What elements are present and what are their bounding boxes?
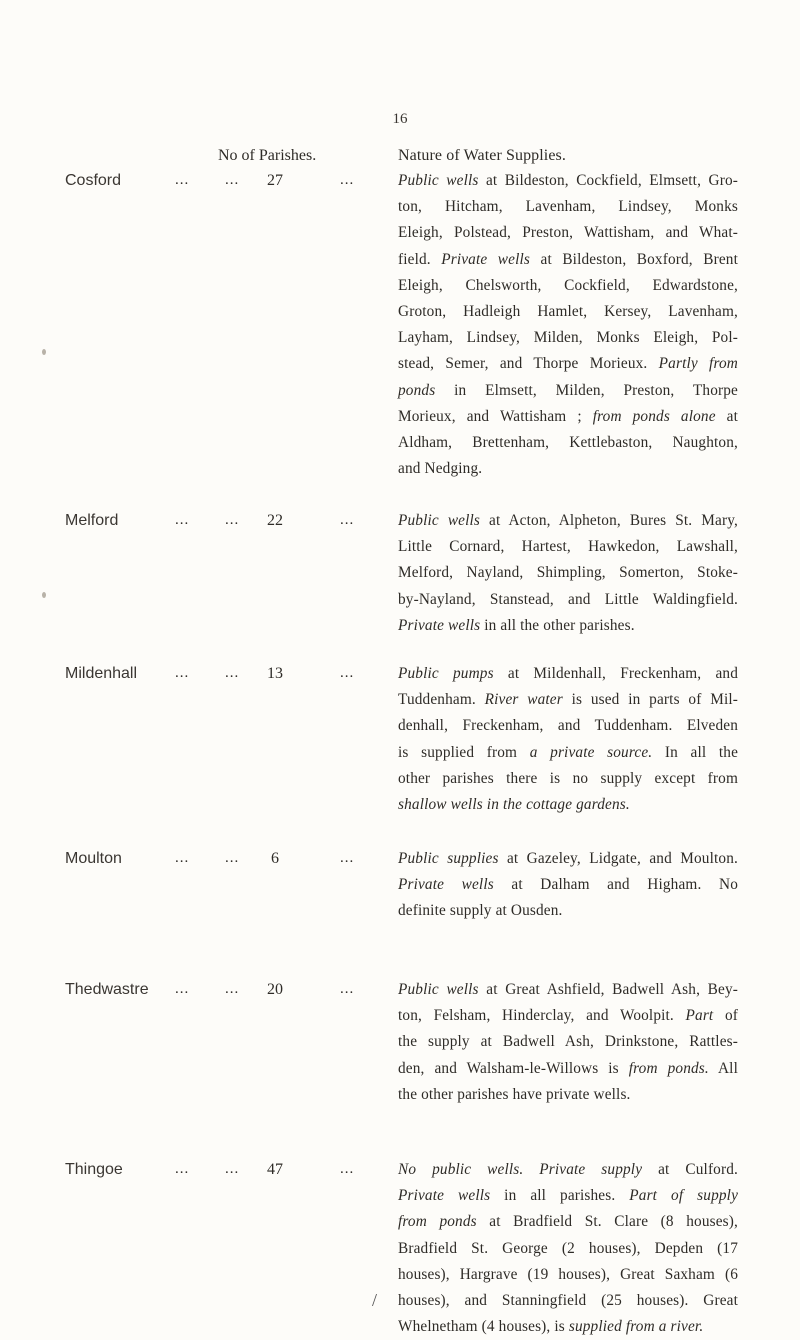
district-name: Cosford bbox=[65, 172, 122, 189]
description-line bbox=[398, 1183, 738, 1209]
description-line bbox=[398, 1056, 738, 1082]
text-run: Eleigh, Chelsworth, Cockfield, Edwardstone, bbox=[398, 276, 738, 294]
text-run: the supply at Badwell Ash, Drinkstone, Rattles- bbox=[398, 1033, 738, 1051]
water-supply-description bbox=[398, 661, 738, 818]
description-line bbox=[398, 534, 738, 560]
leader-dots: ... bbox=[225, 172, 240, 188]
italic-phrase: Public wells bbox=[398, 172, 479, 189]
leader-dots: ... bbox=[340, 981, 355, 997]
text-run: at Bildeston, Boxford, Brent bbox=[530, 250, 739, 268]
parish-count: 20 bbox=[267, 981, 283, 998]
text-run: of bbox=[713, 1007, 738, 1025]
text-run: and Nedging. bbox=[398, 460, 483, 478]
text-run: Bradfield St. George (2 houses), Depden (17 bbox=[398, 1239, 738, 1257]
text-run: at Acton, Alpheton, Bures St. Mary, bbox=[480, 512, 738, 529]
text-run: den, and Walsham-le-Willows is bbox=[398, 1059, 629, 1077]
parish-count: 27 bbox=[267, 172, 283, 189]
text-run: other parishes there is no supply except from bbox=[398, 769, 738, 787]
description-line bbox=[398, 766, 738, 792]
description-line bbox=[398, 1236, 738, 1262]
leader-dots: ... bbox=[175, 850, 190, 866]
italic-phrase: supplied from a river. bbox=[568, 1318, 704, 1336]
text-run: at Bradfield St. Clare (8 houses), bbox=[476, 1213, 739, 1231]
italic-phrase: Public wells bbox=[398, 981, 479, 998]
description-line bbox=[398, 846, 738, 872]
leader-dots: ... bbox=[175, 981, 190, 997]
leader-dots: ... bbox=[225, 512, 240, 528]
italic-phrase: Public pumps bbox=[398, 665, 494, 682]
leader-dots: ... bbox=[340, 512, 355, 528]
description-line bbox=[398, 168, 738, 194]
text-run: houses), and Stanningfield (25 houses). Great bbox=[398, 1291, 738, 1309]
text-run: at Great Ashfield, Badwell Ash, Bey- bbox=[478, 981, 738, 998]
leader-dots: ... bbox=[175, 665, 190, 681]
italic-phrase: ponds bbox=[398, 381, 436, 399]
text-run: at Mildenhall, Freckenham, and bbox=[493, 665, 739, 682]
italic-phrase: Public supplies bbox=[398, 850, 499, 867]
parishes-column-header: No of Parishes. bbox=[218, 147, 317, 164]
description-line bbox=[398, 456, 738, 482]
description-line bbox=[398, 792, 738, 818]
italic-phrase: Part bbox=[685, 1007, 714, 1025]
text-run: at Gazeley, Lidgate, and Moulton. bbox=[498, 850, 738, 867]
text-run: by-Nayland, Stanstead, and Little Waldingfield. bbox=[398, 590, 738, 608]
text-run: Groton, Hadleigh Hamlet, Kersey, Lavenham, bbox=[398, 302, 738, 320]
text-run: Aldham, Brettenham, Kettlebaston, Naughton, bbox=[398, 433, 738, 451]
text-run: houses), Hargrave (19 houses), Great Saxham (6 bbox=[398, 1265, 738, 1283]
parish-count: 47 bbox=[267, 1161, 283, 1178]
text-run: at Bildeston, Cockfield, Elmsett, Gro- bbox=[478, 172, 738, 189]
italic-phrase: Partly from bbox=[658, 355, 738, 373]
text-run: in all the other parishes. bbox=[480, 616, 635, 634]
parish-count: 22 bbox=[267, 512, 283, 529]
water-supply-description bbox=[398, 1157, 738, 1340]
leader-dots: ... bbox=[340, 665, 355, 681]
description-line bbox=[398, 508, 738, 534]
description-line bbox=[398, 587, 738, 613]
description-line bbox=[398, 273, 738, 299]
description-line bbox=[398, 247, 738, 273]
description-line bbox=[398, 220, 738, 246]
italic-phrase: shallow wells in the cottage gardens. bbox=[398, 795, 630, 813]
district-name: Thedwastre bbox=[65, 981, 149, 998]
leader-dots: ... bbox=[340, 1161, 355, 1177]
description-line bbox=[398, 1003, 738, 1029]
page-number: 16 bbox=[392, 111, 408, 127]
text-run: Eleigh, Polstead, Preston, Wattisham, and What- bbox=[398, 224, 738, 242]
description-line bbox=[398, 1082, 738, 1108]
text-run: ton, Felsham, Hinderclay, and Woolpit. bbox=[398, 1007, 686, 1025]
italic-phrase: from ponds. bbox=[628, 1059, 709, 1077]
text-run: Little Cornard, Hartest, Hawkedon, Lawshall, bbox=[398, 538, 738, 556]
text-run: Whelnetham (4 houses), is bbox=[398, 1318, 569, 1336]
text-run: in Elmsett, Milden, Preston, Thorpe bbox=[435, 381, 738, 399]
text-run: definite supply at Ousden. bbox=[398, 902, 563, 920]
italic-phrase: a private source. bbox=[529, 743, 653, 761]
description-line bbox=[398, 661, 738, 687]
text-run: at Dalham and Higham. No bbox=[493, 876, 738, 894]
text-run: in all parishes. bbox=[490, 1187, 630, 1205]
description-line bbox=[398, 1209, 738, 1235]
text-run: Melford, Nayland, Shimpling, Somerton, Stoke- bbox=[398, 564, 738, 582]
text-run: Layham, Lindsey, Milden, Monks Eleigh, Pol- bbox=[398, 329, 738, 347]
description-line bbox=[398, 404, 738, 430]
italic-phrase: Private wells bbox=[398, 876, 494, 894]
description-line bbox=[398, 1157, 738, 1183]
water-supply-description bbox=[398, 977, 738, 1108]
text-run: is supplied from bbox=[398, 743, 530, 761]
text-run: All bbox=[708, 1059, 738, 1077]
description-line bbox=[398, 194, 738, 220]
page-smudge bbox=[42, 349, 46, 355]
parish-count: 13 bbox=[267, 665, 283, 682]
italic-phrase: Private wells bbox=[398, 616, 481, 634]
leader-dots: ... bbox=[340, 850, 355, 866]
description-line bbox=[398, 1314, 738, 1340]
nature-column-header: Nature of Water Supplies. bbox=[398, 147, 566, 164]
text-run: Morieux, and Wattisham ; bbox=[398, 407, 593, 425]
leader-dots: ... bbox=[225, 850, 240, 866]
page-smudge bbox=[42, 592, 46, 598]
description-line bbox=[398, 613, 738, 639]
description-line bbox=[398, 740, 738, 766]
district-name: Moulton bbox=[65, 850, 122, 867]
text-run: at Culford. bbox=[642, 1161, 738, 1178]
description-line bbox=[398, 351, 738, 377]
text-run: is used in parts of Mil- bbox=[562, 691, 739, 709]
text-run: at bbox=[715, 407, 738, 425]
italic-phrase: Private wells bbox=[398, 1187, 491, 1205]
text-run: field. bbox=[398, 250, 442, 268]
footer-mark: / bbox=[372, 1290, 378, 1310]
leader-dots: ... bbox=[175, 512, 190, 528]
water-supply-description bbox=[398, 168, 738, 482]
text-run: stead, Semer, and Thorpe Morieux. bbox=[398, 355, 659, 373]
description-line bbox=[398, 430, 738, 456]
leader-dots: ... bbox=[175, 1161, 190, 1177]
leader-dots: ... bbox=[225, 665, 240, 681]
italic-phrase: No public wells. Private supply bbox=[398, 1161, 643, 1178]
leader-dots: ... bbox=[225, 1161, 240, 1177]
description-line bbox=[398, 560, 738, 586]
description-line bbox=[398, 1029, 738, 1055]
water-supply-description bbox=[398, 508, 738, 639]
text-run: In all the bbox=[652, 743, 739, 761]
italic-phrase: River water bbox=[484, 691, 563, 709]
description-line bbox=[398, 299, 738, 325]
leader-dots: ... bbox=[225, 981, 240, 997]
italic-phrase: Public wells bbox=[398, 512, 481, 529]
text-run: ton, Hitcham, Lavenham, Lindsey, Monks bbox=[398, 198, 738, 216]
description-line bbox=[398, 872, 738, 898]
text-run: the other parishes have private wells. bbox=[398, 1085, 631, 1103]
italic-phrase: Part of supply bbox=[629, 1187, 739, 1205]
italic-phrase: Private wells bbox=[441, 250, 531, 268]
district-name: Melford bbox=[65, 512, 119, 529]
district-name: Thingoe bbox=[65, 1161, 123, 1178]
parish-count: 6 bbox=[271, 850, 279, 867]
leader-dots: ... bbox=[340, 172, 355, 188]
italic-phrase: from ponds bbox=[398, 1213, 477, 1231]
description-line bbox=[398, 1288, 738, 1314]
water-supply-description bbox=[398, 846, 738, 925]
district-name: Mildenhall bbox=[65, 665, 138, 682]
description-line bbox=[398, 325, 738, 351]
description-line bbox=[398, 898, 738, 924]
text-run: Tuddenham. bbox=[398, 691, 485, 709]
italic-phrase: from ponds alone bbox=[592, 407, 716, 425]
text-run: denhall, Freckenham, and Tuddenham. Elveden bbox=[398, 717, 738, 735]
description-line bbox=[398, 378, 738, 404]
description-line bbox=[398, 1262, 738, 1288]
description-line bbox=[398, 713, 738, 739]
description-line bbox=[398, 687, 738, 713]
leader-dots: ... bbox=[175, 172, 190, 188]
description-line bbox=[398, 977, 738, 1003]
